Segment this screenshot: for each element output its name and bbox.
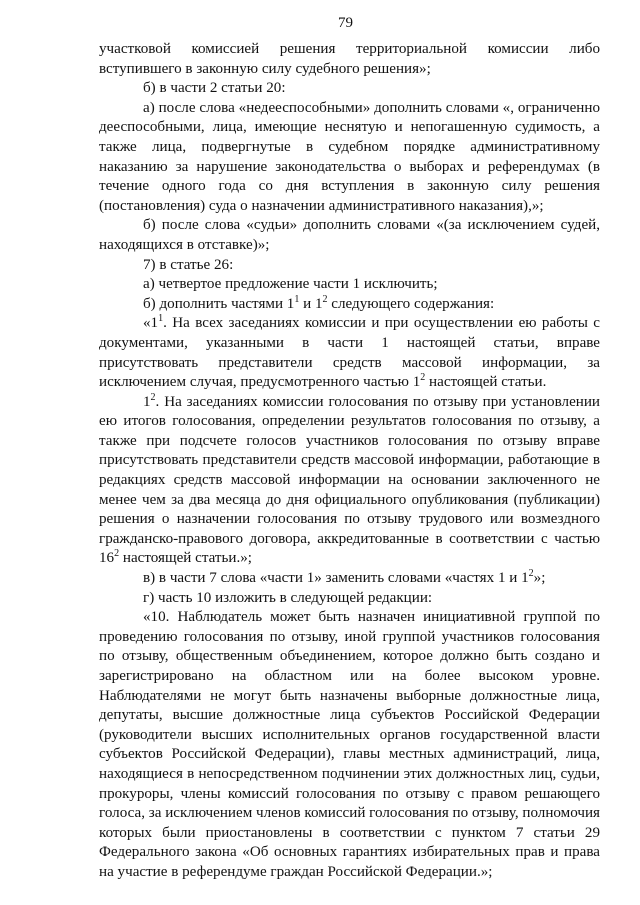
text-run: . На заседаниях комиссии голосования по отзыву при установлении ею итогов голосования, определении результатов голосования по отзыву, а также при подсчете голосов участников голосования по отзыву вправе присутствовать представители средств массовой информации, работающие в редакциях средств массовой информации на основании заключенного не менее чем за два месяца до дня официального опубликования (публикации) решения о назначении голосования по отзыву трудового или возмездного гражданско-правового договора, аккредитованные в соответствии с частью 16 bbox=[99, 393, 600, 567]
superscript: 2 bbox=[528, 568, 534, 580]
paragraph-part-1-1 bbox=[99, 314, 600, 392]
paragraph-item-a-incapable: а) после слова «недееспособными» дополнить словами «, ограниченно дееспособными, лица, имеющие неснятую и непогашенную судимость, а также лица, подвергнутые в судебном порядке административному наказанию за нарушение законодательства о выборах и референдумах (в течение одного года со дня вступления в законную силу решения (постановления) суда о назначении административного наказания),»; bbox=[99, 99, 600, 214]
text-run: . На всех заседаниях комиссии и при осуществлении ею работы с документами, указанными в части 1 настоящей статьи, вправе присутствовать представители средств массовой информации, за исключением случая, предусмотренного частью 1 bbox=[99, 315, 600, 391]
paragraph-item-v-part7 bbox=[99, 569, 600, 589]
paragraph-item-7-article26: 7) в статье 26: bbox=[143, 256, 234, 273]
paragraph-item-g-part10: г) часть 10 изложить в следующей редакции: bbox=[143, 589, 433, 606]
paragraph-item-b-add-parts bbox=[99, 295, 600, 315]
paragraph-item-b-judges: б) после слова «судьи» дополнить словами «(за исключением судей, находящихся в отставке)»; bbox=[99, 217, 600, 253]
text-run: следующего содержания: bbox=[327, 295, 495, 312]
text-run: б) дополнить частями 1 bbox=[143, 295, 295, 312]
superscript: 2 bbox=[420, 372, 426, 384]
text-run: 1 bbox=[143, 393, 151, 410]
superscript: 1 bbox=[158, 313, 164, 325]
superscript: 2 bbox=[114, 548, 120, 560]
text-run: настоящей статьи.»; bbox=[119, 550, 252, 567]
text-run: «1 bbox=[143, 315, 159, 332]
superscript: 1 bbox=[294, 293, 300, 305]
paragraph-continuation: участковой комиссией решения территориальной комиссии либо вступившего в законную силу судебного решения»; bbox=[99, 41, 600, 77]
superscript: 2 bbox=[322, 293, 328, 305]
paragraph-item-b-part2-article20: б) в части 2 статьи 20: bbox=[143, 80, 286, 97]
paragraph-part-1-2 bbox=[99, 393, 600, 569]
text-run: настоящей статьи. bbox=[425, 374, 547, 391]
superscript: 2 bbox=[150, 391, 156, 403]
paragraph-part-10-observer: «10. Наблюдатель может быть назначен инициативной группой по проведению голосования по отзыву, иной группой участников голосования по отзыву, общественным объединением, которое должно быть создано и зарегистрировано на областном или на более высоком уровне. Наблюдателями не могут быть назначены выборные должностные лица, депутаты, высшие должностные лица субъектов Российской Федерации (руководители высших исполнительных органов государственной власти субъектов Российской Федерации), главы местных администраций, лица, находящиеся в непосредственном подчинении этих должностных лиц, судьи, прокуроры, члены комиссий голосования по отзыву с правом решающего голоса, за исключением членов комиссий голосования по отзыву, полномочия которых были приостановлены в соответствии с пунктом 7 статьи 29 Федерального закона «Об основных гарантиях избирательных прав и права на участие в референдуме граждан Российской Федерации.»; bbox=[99, 609, 600, 880]
page-number: 79 bbox=[338, 15, 353, 31]
text-run: и 1 bbox=[299, 295, 323, 312]
text-run: »; bbox=[533, 570, 546, 587]
text-run: в) в части 7 слова «части 1» заменить словами «частях 1 и 1 bbox=[143, 570, 529, 587]
paragraph-item-a-part1: а) четвертое предложение части 1 исключить; bbox=[143, 276, 438, 293]
